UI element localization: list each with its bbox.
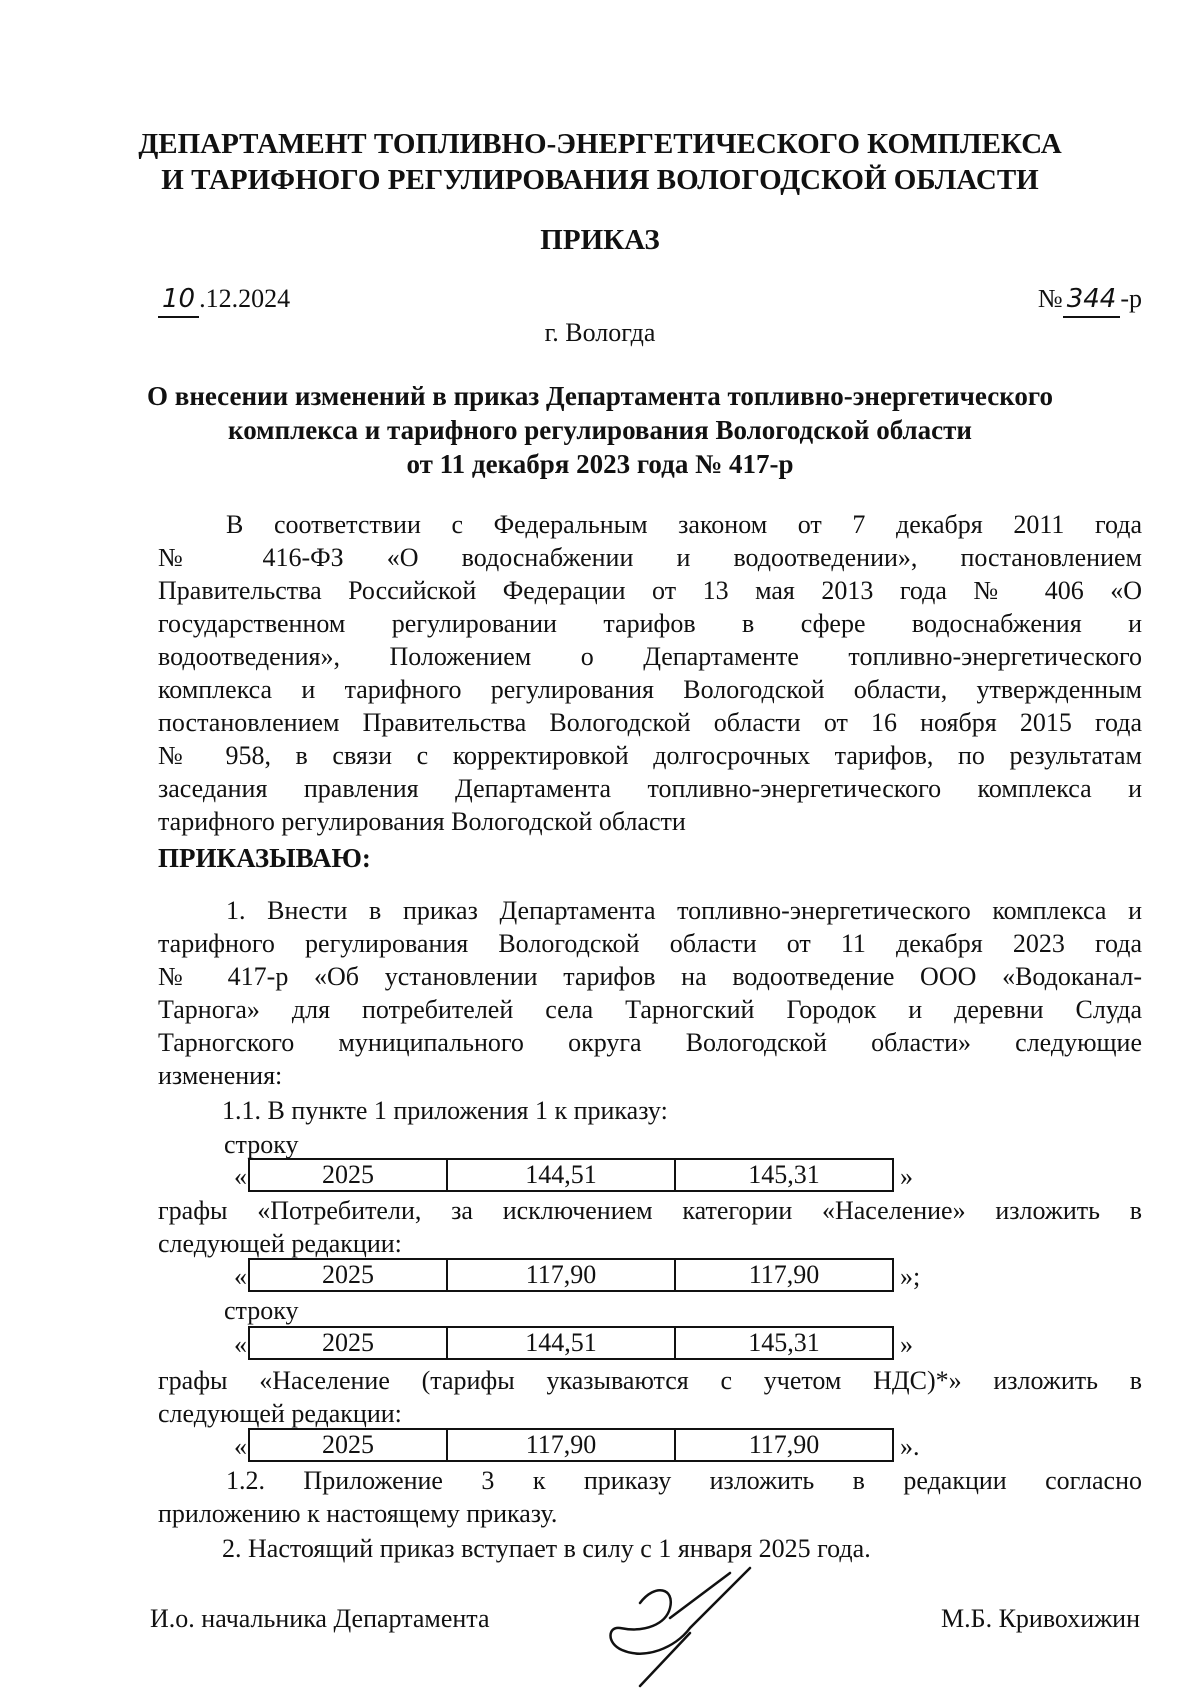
item-1-2-line: 1.2. Приложение 3 к приказу изложить в редакции согласно xyxy=(226,1466,1142,1495)
preamble-line: № 958, в связи с корректировкой долгосрочных тарифов, по результатам xyxy=(158,741,1142,770)
number-suffix: -р xyxy=(1120,284,1142,313)
year-cell: 2025 xyxy=(249,1429,447,1461)
department-name-line1: ДЕПАРТАМЕНТ ТОПЛИВНО-ЭНЕРГЕТИЧЕСКОГО КОМПЛЕКСА xyxy=(138,128,1062,160)
department-name-line2: И ТАРИФНОГО РЕГУЛИРОВАНИЯ ВОЛОГОДСКОЙ ОБЛАСТИ xyxy=(161,164,1039,196)
value-cell: 117,90 xyxy=(675,1259,893,1291)
item-1 xyxy=(158,894,1142,1092)
blank-cell xyxy=(893,1327,894,1359)
item-1-line: Тарнога» для потребителей села Тарногский Городок и деревни Слуда xyxy=(158,995,1142,1024)
item-1-line: № 417-р «Об установлении тарифов на водоотведение ООО «Водоканал- xyxy=(158,962,1142,991)
title-line2: комплекса и тарифного регулирования Вологодской области xyxy=(228,415,972,445)
year-cell: 2025 xyxy=(249,1159,447,1191)
title-line3: от 11 декабря 2023 года № 417-р xyxy=(406,449,794,479)
grafy-line: графы «Население (тарифы указываются с учетом НДС)*» изложить в xyxy=(158,1366,1142,1395)
tariff-row-new-2 xyxy=(248,1428,894,1462)
preamble-line: постановлением Правительства Вологодской области от 16 ноября 2015 года xyxy=(158,708,1142,737)
order-word: ПРИКАЗЫВАЮ: xyxy=(158,843,371,873)
handwritten-signature xyxy=(600,1558,780,1688)
grafy-line: следующей редакции: xyxy=(158,1399,402,1428)
date-rest: .12.2024 xyxy=(199,284,291,313)
item-1-2 xyxy=(158,1464,1142,1530)
preamble-line: № 416-ФЗ «О водоснабжении и водоотведении», постановлением xyxy=(158,543,1142,572)
tariff-row-new-1 xyxy=(248,1258,894,1292)
number-prefix: № xyxy=(1037,284,1063,313)
year-cell: 2025 xyxy=(249,1259,447,1291)
preamble-line: водоотведения», Положением о Департаменте топливно-энергетического xyxy=(158,642,1142,671)
preamble-line: заседания правления Департамента топливно-энергетического комплекса и xyxy=(158,774,1142,803)
quote-open: « xyxy=(234,1432,247,1461)
handwritten-number: 344 xyxy=(1063,283,1121,318)
grafy-line: следующей редакции: xyxy=(158,1229,402,1258)
grafy-2 xyxy=(158,1364,1142,1430)
item-1-1: 1.1. В пункте 1 приложения 1 к приказу: xyxy=(222,1096,668,1125)
quote-open: « xyxy=(234,1262,247,1291)
value-cell: 117,90 xyxy=(447,1429,675,1461)
tariff-row-old-1 xyxy=(248,1158,894,1192)
preamble-line: государственном регулировании тарифов в сфере водоснабжения и xyxy=(158,609,1142,638)
value-cell: 117,90 xyxy=(447,1259,675,1291)
signatory-name: М.Б. Кривохижин xyxy=(941,1604,1140,1633)
title-line1: О внесении изменений в приказ Департамента топливно-энергетического xyxy=(146,381,1053,411)
quote-close: » xyxy=(900,1162,913,1191)
value-cell: 144,51 xyxy=(447,1159,675,1191)
value-cell: 117,90 xyxy=(675,1429,893,1461)
quote-close: » xyxy=(900,1330,913,1359)
grafy-1 xyxy=(158,1194,1142,1260)
stroku-label: строку xyxy=(224,1296,299,1325)
blank-cell xyxy=(893,1429,894,1461)
item-1-line: тарифного регулирования Вологодской области от 11 декабря 2023 года xyxy=(158,929,1142,958)
item-1-line: изменения: xyxy=(158,1061,283,1090)
tariff-row-old-2 xyxy=(248,1326,894,1360)
quote-open: « xyxy=(234,1330,247,1359)
item-1-line: Тарногского муниципального округа Вологодской области» следующие xyxy=(158,1028,1142,1057)
order-date xyxy=(158,282,290,318)
year-cell: 2025 xyxy=(249,1327,447,1359)
blank-cell xyxy=(893,1159,894,1191)
item-1-2-line: приложению к настоящему приказу. xyxy=(158,1499,558,1528)
value-cell: 144,51 xyxy=(447,1327,675,1359)
quote-close: ». xyxy=(900,1432,920,1461)
grafy-line: графы «Потребители, за исключением категории «Население» изложить в xyxy=(158,1196,1142,1225)
stroku-label: строку xyxy=(224,1130,299,1159)
preamble-line: тарифного регулирования Вологодской области xyxy=(158,807,686,836)
preamble xyxy=(158,508,1142,838)
item-1-line: 1. Внести в приказ Департамента топливно-энергетического комплекса и xyxy=(226,896,1142,925)
value-cell: 145,31 xyxy=(675,1327,893,1359)
city: г. Вологда xyxy=(544,318,656,347)
quote-open: « xyxy=(234,1162,247,1191)
blank-cell xyxy=(893,1259,894,1291)
handwritten-day: 10 xyxy=(158,283,199,318)
signatory-position: И.о. начальника Департамента xyxy=(150,1604,490,1633)
document-type: ПРИКАЗ xyxy=(540,224,660,256)
preamble-line: В соответствии с Федеральным законом от 7 декабря 2011 года xyxy=(226,510,1142,539)
preamble-line: комплекса и тарифного регулирования Вологодской области, утвержденным xyxy=(158,675,1142,704)
quote-close: »; xyxy=(900,1262,921,1291)
value-cell: 145,31 xyxy=(675,1159,893,1191)
preamble-line: Правительства Российской Федерации от 13 мая 2013 года № 406 «О xyxy=(158,576,1142,605)
item-2: 2. Настоящий приказ вступает в силу с 1 января 2025 года. xyxy=(222,1534,871,1563)
order-number xyxy=(1038,282,1142,318)
